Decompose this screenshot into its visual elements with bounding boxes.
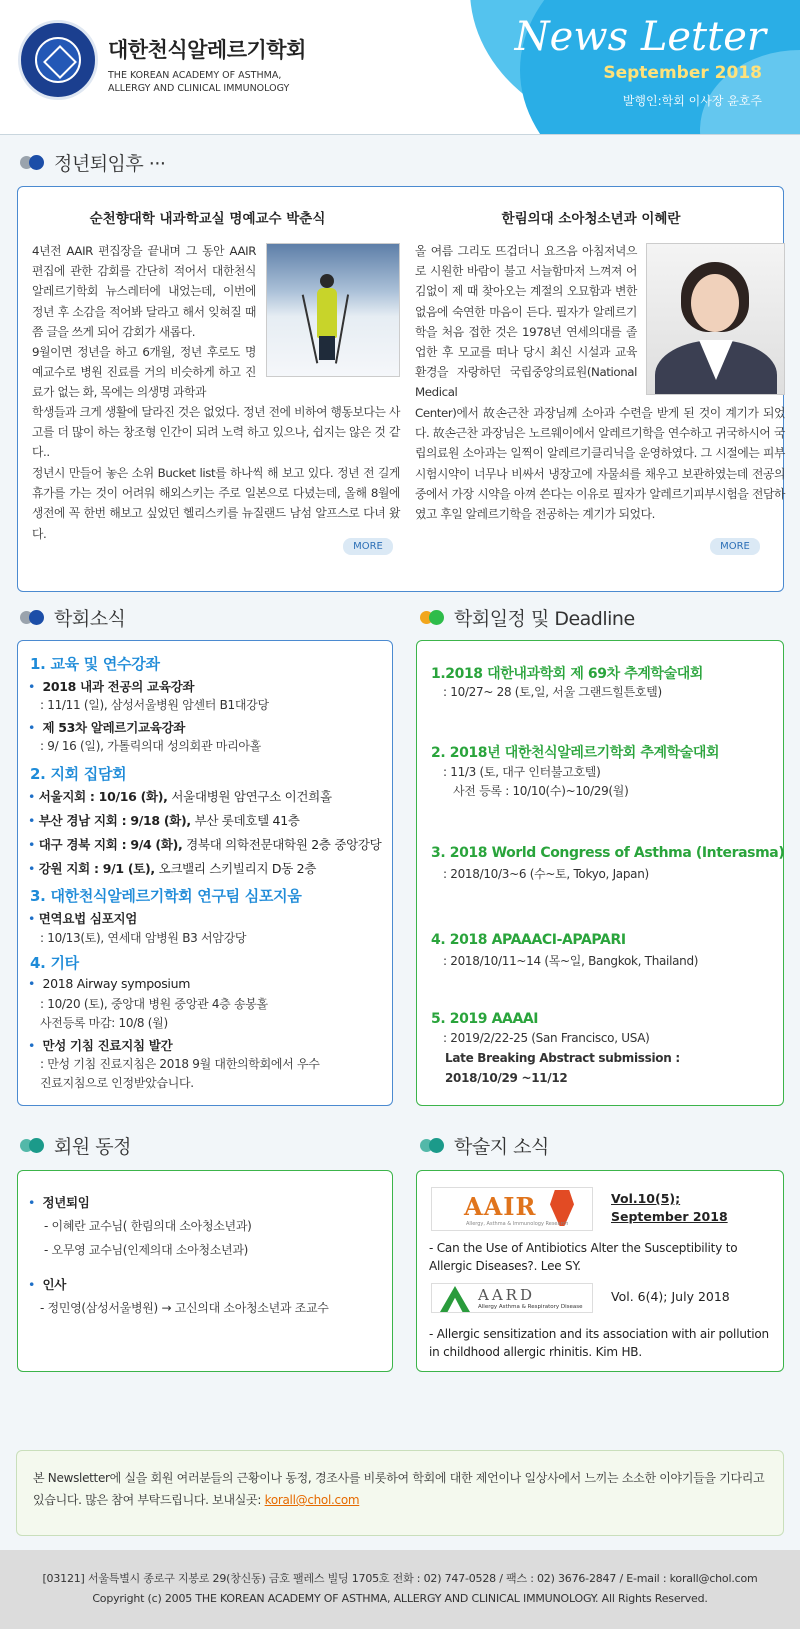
event-detail: : 10/27~ 28 (토,일, 서울 그랜드힐튼호텔) bbox=[443, 685, 662, 699]
newsletter-title: News Letter bbox=[514, 14, 766, 60]
left-paragraph-3: 정년시 만들어 놓은 소위 Bucket list를 하나씩 해 보고 있다. 정년 전 길게 휴가를 가는 것이 어려워 해외스키는 주로 일본으로 다녔는데, 올해 8월에 생전에 꼭 한번 해보고 싶었던 헬리스키를 뉴질랜드 남섬 알프스로 다녀 왔다. bbox=[32, 466, 400, 541]
event-title: 3. 2018 World Congress of Asthma (Interasma) bbox=[431, 845, 785, 861]
aair-issue-date: September 2018 bbox=[611, 1209, 728, 1224]
aard-journal-logo[interactable]: AARD Allergy Asthma & Respiratory Disease bbox=[431, 1283, 593, 1313]
news-item: • 만성 기침 진료지침 발간 bbox=[28, 1038, 173, 1053]
news-item: • 대구 경북 지회 : 9/4 (화), 경북대 의학전문대학원 2층 중앙강당 bbox=[28, 837, 382, 852]
aair-journal-logo[interactable]: AAIR Allergy, Asthma & Immunology Research bbox=[431, 1187, 593, 1231]
org-name-korean: 대한천식알레르기학회 bbox=[108, 38, 306, 62]
aard-emblem-icon bbox=[440, 1286, 470, 1312]
news-item-detail: 사전등록 마감: 10/8 (월) bbox=[40, 1016, 168, 1030]
aard-volume: Vol. 6(4); July 2018 bbox=[611, 1289, 730, 1304]
event-detail: : 11/3 (토, 대구 인터불고호텔) bbox=[443, 765, 601, 779]
left-paragraph-1: 4년전 AAIR 편집장을 끝내며 그 동안 AAIR 편집에 관한 감회를 간단히 적어서 대한천식알레르기학회 뉴스레터에 내었는데, 이번에 정년 후 소감을 적어봐 달라고 해서 잊혀질 때쯤 글을 쓰게 되어 감회가 새롭다. bbox=[32, 244, 256, 339]
retirement-box bbox=[17, 186, 784, 592]
news-box bbox=[17, 640, 393, 1106]
member-entry: - 정민영(삼성서울병원) → 고신의대 소아청소년과 조교수 bbox=[40, 1301, 329, 1315]
org-name-english-line2: ALLERGY AND CLINICAL IMMUNOLOGY bbox=[108, 83, 290, 94]
member-entry: - 이혜란 교수님( 한림의대 소아청소년과) bbox=[44, 1219, 252, 1233]
right-author-title: 한림의대 소아청소년과 이혜란 bbox=[501, 211, 681, 227]
news-item: • 2018 내과 전공의 교육강좌 bbox=[28, 679, 195, 694]
skiing-photo bbox=[266, 243, 400, 377]
event-title: 1.2018 대한내과학회 제 69차 추계학술대회 bbox=[431, 666, 703, 682]
submission-notice bbox=[16, 1450, 784, 1536]
news-item-detail: : 10/20 (토), 중앙대 병원 중앙관 4층 송봉홀 bbox=[40, 997, 268, 1011]
section-dots-icon bbox=[420, 610, 446, 624]
notice-text: 본 Newsletter에 실을 회원 여러분들의 근황이나 동정, 경조사를 비롯하여 학회에 대한 제언이나 일상사에서 느끼는 소소한 이야기들을 기다리고 있습니다. 많은 참여 부탁드립니다. 보내실곳: korall@chol.com bbox=[33, 1471, 765, 1507]
footer-copyright: Copyright (c) 2005 THE KOREAN ACADEMY OF ASTHMA, ALLERGY AND CLINICAL IMMUNOLOGY. All Rights Reserved. bbox=[92, 1592, 708, 1605]
event-detail: : 2018/10/3~6 (수~토, Tokyo, Japan) bbox=[443, 867, 649, 881]
aair-volume: Vol.10(5); bbox=[611, 1191, 681, 1206]
event-title: 2. 2018년 대한천식알레르기학회 추계학술대회 bbox=[431, 745, 720, 761]
footer-address: [03121] 서울특별시 종로구 지봉로 29(창신동) 금호 팰레스 빌딩 1705호 전화 : 02) 747-0528 / 팩스 : 02) 3676-2847 / E-mail : korall@chol.com bbox=[42, 1572, 758, 1585]
section-dots-icon bbox=[20, 155, 46, 169]
event-detail: : 2018/10/11~14 (목~일, Bangkok, Thailand) bbox=[443, 954, 699, 968]
aair-article[interactable]: - Can the Use of Antibiotics Alter the Susceptibility to Allergic Diseases?. Lee SY. bbox=[429, 1241, 738, 1273]
right-paragraph-1: 올 여름 그리도 뜨겁더니 요즈음 아침저녁으로 시원한 바람이 불고 서늘함마저 느껴져 어김없이 제 때 찾아오는 계절의 오묘함과 변한없음에 숙연한 마음이 든다. 필자가 알레르기학을 처음 접한 것은 1978년 연세의대를 졸업한 후 모교를 떠나 당시 최신 시설과 교육 환경을 자랑하던 국립중앙의료원(National Medical bbox=[415, 244, 637, 400]
newsletter-header bbox=[0, 0, 800, 135]
event-title: 5. 2019 AAAAI bbox=[431, 1011, 539, 1027]
news-item: • 제 53차 알레르기교육강좌 bbox=[28, 720, 186, 735]
news-item: • 서울지회 : 10/16 (화), 서울대병원 암연구소 이건희홀 bbox=[28, 789, 332, 804]
news-section-2-title: 2. 지회 집담회 bbox=[30, 765, 127, 783]
news-item-detail: : 9/ 16 (일), 가톨릭의대 성의회관 마리아홀 bbox=[40, 739, 261, 753]
right-more-button[interactable]: MORE bbox=[710, 538, 760, 555]
left-more-button[interactable]: MORE bbox=[343, 538, 393, 555]
news-item-detail: : 10/13(토), 연세대 암병원 B3 서암강당 bbox=[40, 931, 247, 945]
section-heading-journal: 학술지 소식 bbox=[420, 1133, 549, 1157]
news-item: • 부산 경남 지회 : 9/18 (화), 부산 롯데호텔 41층 bbox=[28, 813, 300, 828]
schedule-box bbox=[416, 640, 784, 1106]
section-dots-icon bbox=[20, 610, 46, 624]
right-paragraph-2: Center)에서 故손근찬 과장님께 소아과 수련을 받게 된 것이 계기가 되었다. 故손근찬 과장님은 노르웨이에서 알레르기학을 연수하고 귀국하시어 국립의료원 소아과는 일찍이 알레르기클리닉을 운영하였다. 그 시절에는 피부시험시약이 너무나 비싸서 냉장고에 자물쇠를 채우고 보관하였는데 전공의 중에서 가장 시약을 아껴 쓴다는 이유로 필자가 알레르기피부시험을 전담하였고 후일 알레르기학을 전공하는 계기가 되었다. bbox=[415, 406, 785, 522]
member-group-title: • 인사 bbox=[28, 1277, 66, 1292]
news-item-detail: : 11/11 (일), 삼성서울병원 암센터 B1대강당 bbox=[40, 698, 269, 712]
issue-date: September 2018 bbox=[603, 63, 762, 83]
publisher: 발행인:학회 이사장 윤호주 bbox=[622, 94, 762, 108]
academy-seal-logo bbox=[18, 20, 98, 100]
section-dots-icon bbox=[20, 1138, 46, 1152]
left-paragraph-2b: 학생들과 크게 생활에 달라진 것은 없었다. 정년 전에 비하여 행동보다는 사고를 더 많이 하는 창조형 인간이 되려 노력 하고 있으나, 쉽지는 않은 것 같다.. bbox=[32, 405, 400, 460]
news-item-detail: : 만성 기침 진료지침은 2018 9월 대한의학회에서 우수 bbox=[40, 1057, 320, 1071]
event-detail: 사전 등록 : 10/10(수)~10/29(월) bbox=[453, 784, 629, 798]
news-item: • 강원 지회 : 9/1 (토), 오크밸리 스키빌리지 D동 2층 bbox=[28, 861, 317, 876]
section-heading-members: 회원 동정 bbox=[20, 1133, 131, 1157]
event-title: 4. 2018 APAAACI-APAPARI bbox=[431, 932, 626, 948]
news-item: • 2018 Airway symposium bbox=[28, 976, 191, 991]
event-detail: 2018/10/29 ~11/12 bbox=[445, 1071, 568, 1085]
news-item-detail: 진료지침으로 인정받았습니다. bbox=[40, 1076, 194, 1090]
section-dots-icon bbox=[420, 1138, 446, 1152]
news-section-4-title: 4. 기타 bbox=[30, 954, 79, 972]
notice-email-link[interactable]: korall@chol.com bbox=[264, 1493, 360, 1507]
news-section-1-title: 1. 교육 및 연수강좌 bbox=[30, 655, 160, 673]
org-name-english-line1: THE KOREAN ACADEMY OF ASTHMA, bbox=[108, 70, 282, 81]
member-group-title: • 정년퇴임 bbox=[28, 1195, 90, 1210]
portrait-photo bbox=[646, 243, 785, 395]
section-heading-retirement: 정년퇴임후 ··· bbox=[20, 150, 165, 174]
news-item: • 면역요법 심포지엄 bbox=[28, 911, 138, 926]
members-box bbox=[17, 1170, 393, 1372]
journal-box bbox=[416, 1170, 784, 1372]
section-heading-schedule: 학회일정 및 Deadline bbox=[420, 605, 635, 629]
section-heading-news: 학회소식 bbox=[20, 605, 125, 629]
left-paragraph-2a: 9월이면 정년을 하고 6개월, 정년 후로도 명예교수로 병원 진료를 거의 비슷하게 하고 진료가 없는 화, 목에는 의생명 과학과 bbox=[32, 345, 256, 400]
member-entry: - 오무영 교수님(인제의대 소아청소년과) bbox=[44, 1243, 249, 1257]
aard-article[interactable]: - Allergic sensitization and its association with air pollution in childhood allergic rhinitis. Kim HB. bbox=[429, 1327, 769, 1359]
news-section-3-title: 3. 대한천식알레르기학회 연구팀 심포지움 bbox=[30, 887, 302, 905]
event-detail: : 2019/2/22-25 (San Francisco, USA) bbox=[443, 1031, 650, 1045]
event-detail: Late Breaking Abstract submission : bbox=[445, 1051, 680, 1065]
left-author-title: 순천향대학 내과학교실 명예교수 박춘식 bbox=[89, 211, 326, 227]
footer bbox=[0, 1550, 800, 1629]
